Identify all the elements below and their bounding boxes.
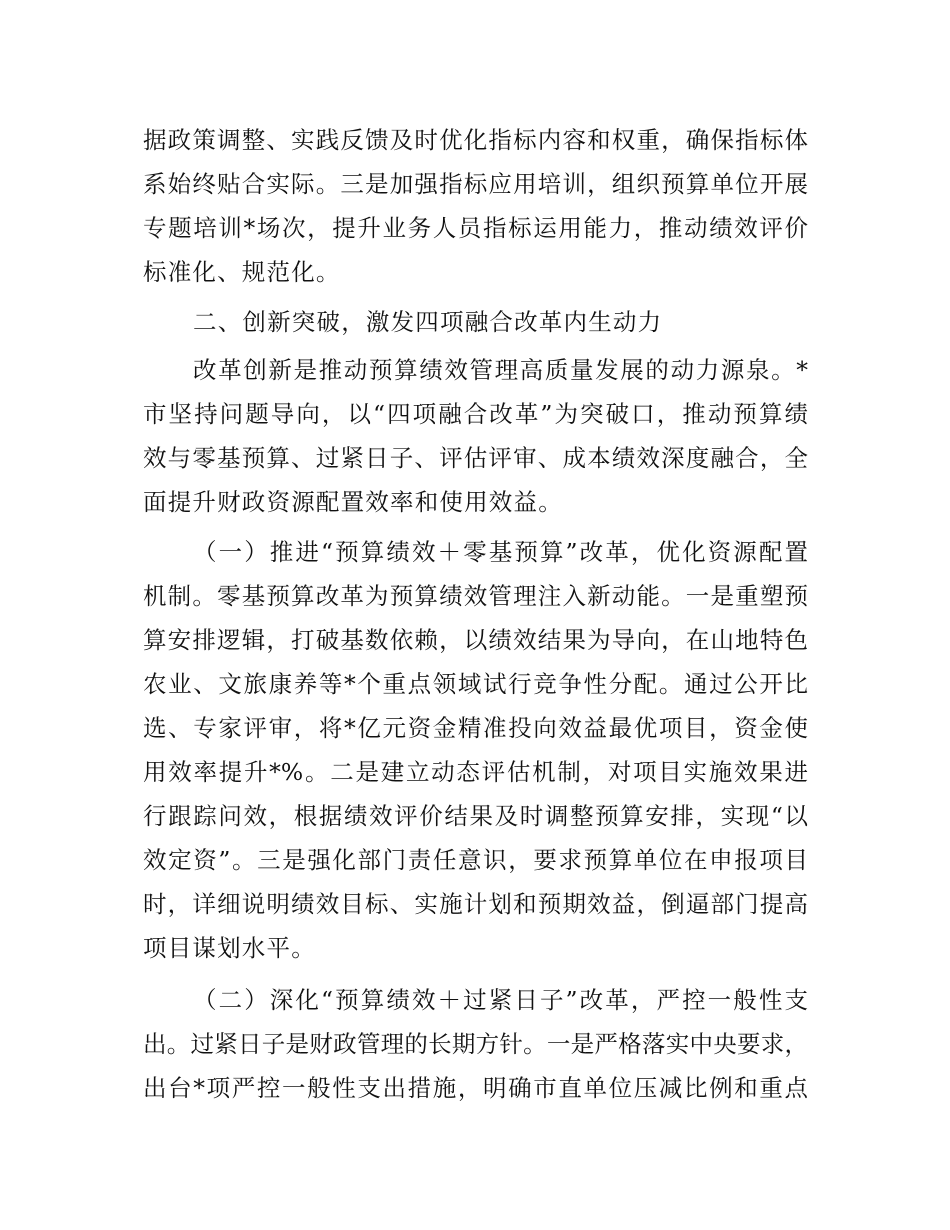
text-line: 市坚持问题导向，以“四项融合改革”为突破口，推动预算绩 (143, 400, 808, 428)
text-line: 专题培训*场次，提升业务人员指标运用能力，推动绩效评价 (143, 214, 808, 242)
text-line: 用效率提升*%。二是建立动态评估机制，对项目实施效果进 (143, 758, 808, 786)
text-line: （一）推进“预算绩效＋零基预算”改革，优化资源配置 (193, 538, 808, 566)
text-line: 农业、文旅康养等*个重点领域试行竞争性分配。通过公开比 (143, 670, 808, 698)
text-line: 效与零基预算、过紧日子、评估评审、成本绩效深度融合，全 (143, 444, 808, 472)
text-line: 出。过紧日子是财政管理的长期方针。一是严格落实中央要求， (143, 1030, 808, 1058)
text-line: 算安排逻辑，打破基数依赖，以绩效结果为导向，在山地特色 (143, 626, 808, 654)
text-line: 行跟踪问效，根据绩效评价结果及时调整预算安排，实现“以 (143, 802, 808, 830)
text-line: 出台*项严控一般性支出措施，明确市直单位压减比例和重点 (143, 1074, 808, 1102)
text-line: 选、专家评审，将*亿元资金精准投向效益最优项目，资金使 (143, 714, 808, 742)
text-line: 面提升财政资源配置效率和使用效益。 (143, 488, 563, 516)
text-line: 标准化、规范化。 (143, 258, 341, 286)
text-line: 据政策调整、实践反馈及时优化指标内容和权重，确保指标体 (143, 126, 808, 154)
text-line: 时，详细说明绩效目标、实施计划和预期效益，倒逼部门提高 (143, 890, 808, 918)
text-line: 机制。零基预算改革为预算绩效管理注入新动能。一是重塑预 (143, 582, 808, 610)
text-line: 二、创新突破，激发四项融合改革内生动力 (193, 308, 663, 336)
text-line: 系始终贴合实际。三是加强指标应用培训，组织预算单位开展 (143, 170, 808, 198)
text-line: 改革创新是推动预算绩效管理高质量发展的动力源泉。* (193, 356, 808, 384)
text-line: 效定资”。三是强化部门责任意识，要求预算单位在申报项目 (143, 846, 808, 874)
text-line: （二）深化“预算绩效＋过紧日子”改革，严控一般性支 (193, 986, 808, 1014)
text-line: 项目谋划水平。 (143, 934, 316, 962)
